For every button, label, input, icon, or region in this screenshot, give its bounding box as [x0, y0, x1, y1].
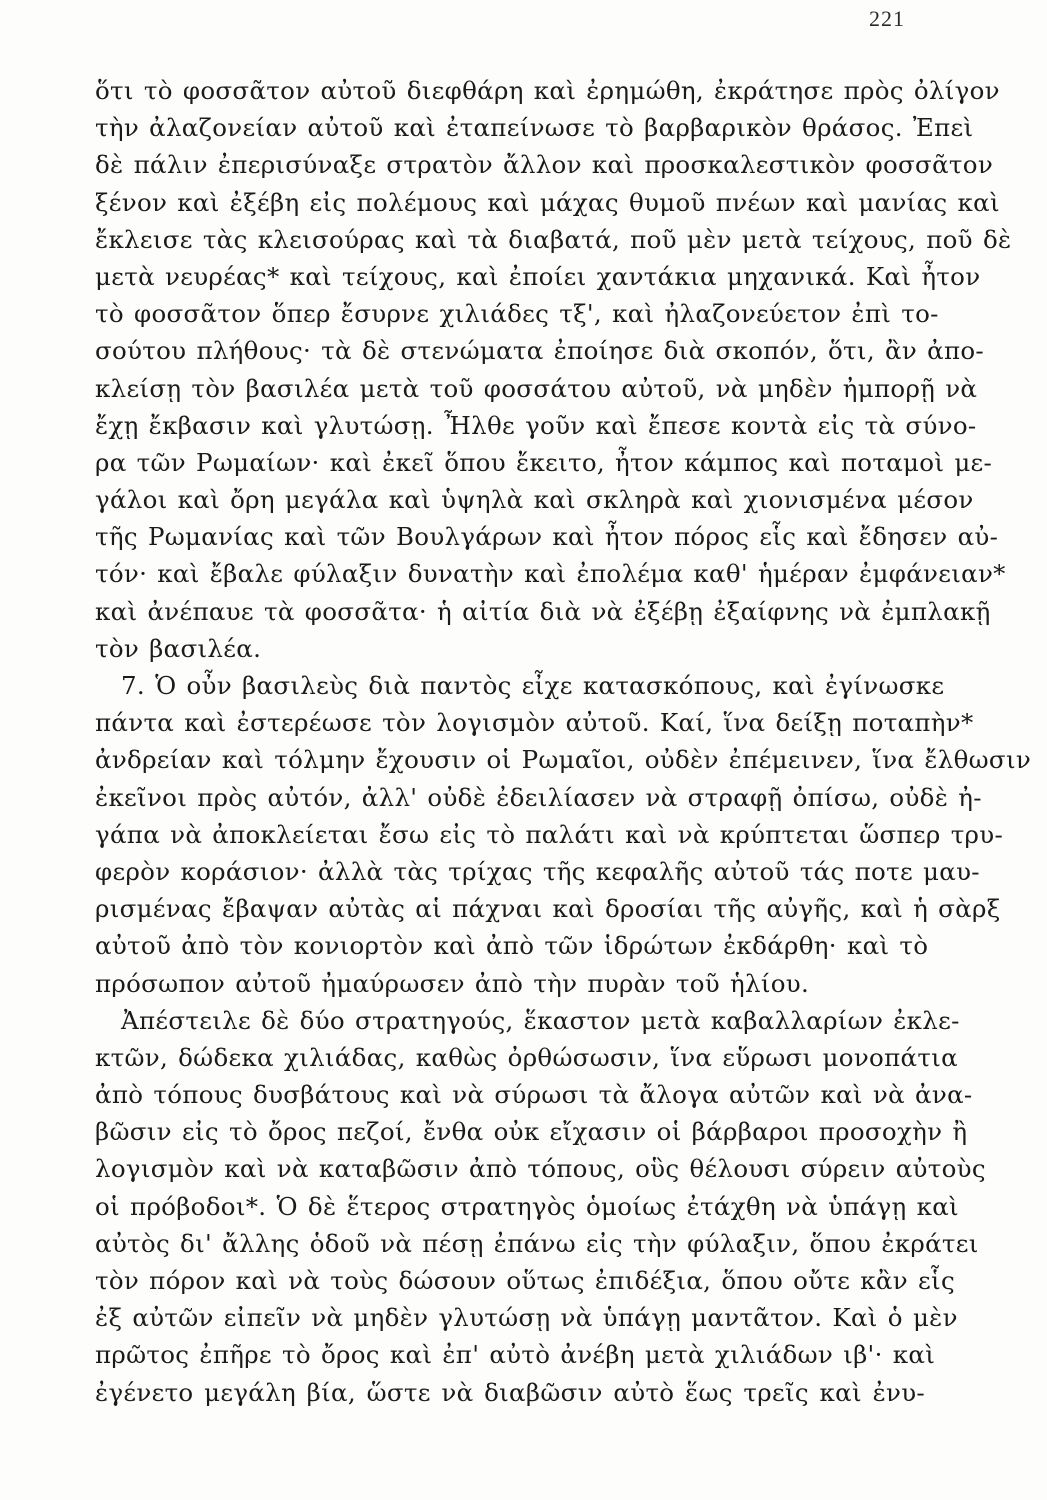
text-line: αὐτοῦ ἀπὸ τὸν κονιορτὸν καὶ ἀπὸ τῶν ἱδρώτων ἐκδάρθη· καὶ τὸ	[95, 931, 929, 961]
text-line: οἱ πρόβοδοι*. Ὁ δὲ ἕτερος στρατηγὸς ὁμοίως ἐτάχθη νὰ ὑπάγῃ καὶ	[95, 1191, 959, 1221]
text-line: ρισμένας ἔβαψαν αὐτὰς αἱ πάχναι καὶ δροσίαι τῆς αὐγῆς, καὶ ἡ σὰρξ	[95, 894, 1001, 924]
text-line: πρῶτος ἐπῆρε τὸ ὄρος καὶ ἐπ' αὐτὸ ἀνέβη μετὰ χιλιάδων ιβ'· καὶ	[95, 1340, 936, 1370]
page-number: 221	[869, 6, 905, 31]
text-line: φερὸν κοράσιον· ἀλλὰ τὰς τρίχας τῆς κεφαλῆς αὐτοῦ τάς ποτε μαυ-	[95, 856, 980, 886]
text-line: γάπα νὰ ἀποκλείεται ἔσω εἰς τὸ παλάτι καὶ νὰ κρύπτεται ὥσπερ τρυ-	[95, 819, 1004, 849]
text-line: ἐκεῖνοι πρὸς αὐτόν, ἀλλ' οὐδὲ ἐδειλίασεν νὰ στραφῇ ὀπίσω, οὐδὲ ἠ-	[95, 782, 982, 812]
text-line: τὴν ἀλαζονείαν αὐτοῦ καὶ ἐταπείνωσε τὸ βαρβαρικὸν θράσος. Ἐπεὶ	[95, 113, 974, 143]
text-line: δὲ πάλιν ἐπερισύναξε στρατὸν ἄλλον καὶ προσκαλεστικὸν φοσσᾶτον	[95, 150, 994, 180]
text-line: ἀνδρείαν καὶ τόλμην ἔχουσιν οἱ Ρωμαῖοι, οὐδὲν ἐπέμεινεν, ἵνα ἔλθωσιν	[95, 745, 1032, 775]
text-line: ἔκλεισε τὰς κλεισούρας καὶ τὰ διαβατά, ποῦ μὲν μετὰ τείχους, ποῦ δὲ	[95, 224, 1012, 254]
text-line: κλείσῃ τὸν βασιλέα μετὰ τοῦ φοσσάτου αὐτοῦ, νὰ μηδὲν ἠμπορῇ νὰ	[95, 373, 978, 403]
text-line: τὸν βασιλέα.	[95, 633, 262, 663]
text-line: γάλοι καὶ ὄρη μεγάλα καὶ ὑψηλὰ καὶ σκληρὰ καὶ χιονισμένα μέσον	[95, 485, 974, 515]
text-line: μετὰ νευρέας* καὶ τείχους, καὶ ἐποίει χαντάκια μηχανικά. Καὶ ἦτον	[95, 261, 981, 291]
text-line: πρόσωπον αὐτοῦ ἠμαύρωσεν ἀπὸ τὴν πυρὰν τοῦ ἡλίου.	[95, 968, 810, 998]
text-line: αὐτὸς δι' ἄλλης ὁδοῦ νὰ πέσῃ ἐπάνω εἰς τὴν φύλαξιν, ὅπου ἐκράτει	[95, 1228, 979, 1258]
text-line: λογισμὸν καὶ νὰ καταβῶσιν ἀπὸ τόπους, οὓς θέλουσι σύρειν αὐτοὺς	[95, 1154, 986, 1184]
text-line: ἔχῃ ἔκβασιν καὶ γλυτώσῃ. Ἦλθε γοῦν καὶ ἔπεσε κοντὰ εἰς τὰ σύνο-	[95, 410, 977, 440]
body-text	[95, 72, 1032, 1411]
text-line: ξένον καὶ ἐξέβη εἰς πολέμους καὶ μάχας θυμοῦ πνέων καὶ μανίας καὶ	[95, 187, 1000, 217]
text-line: βῶσιν εἰς τὸ ὄρος πεζοί, ἔνθα οὐκ εἴχασιν οἱ βάρβαροι προσοχὴν ἢ	[95, 1117, 968, 1147]
text-line: καὶ ἀνέπαυε τὰ φοσσᾶτα· ἡ αἰτία διὰ νὰ ἐξέβῃ ἐξαίφνης νὰ ἐμπλακῇ	[95, 596, 991, 626]
text-line: τὸ φοσσᾶτον ὅπερ ἔσυρνε χιλιάδες τξ', καὶ ἠλαζονεύετον ἐπὶ το-	[95, 299, 939, 329]
text-line: τόν· καὶ ἔβαλε φύλαξιν δυνατὴν καὶ ἐπολέμα καθ' ἡμέραν ἐμφάνειαν*	[95, 559, 1006, 589]
text-line: ρα τῶν Ρωμαίων· καὶ ἐκεῖ ὅπου ἔκειτο, ἦτον κάμπος καὶ ποταμοὶ με-	[95, 447, 993, 477]
text-line: τὸν πόρον καὶ νὰ τοὺς δώσουν οὕτως ἐπιδέξια, ὅπου οὔτε κἂν εἷς	[95, 1266, 955, 1295]
text-line: σούτου πλήθους· τὰ δὲ στενώματα ἐποίησε διὰ σκοπόν, ὅτι, ἂν ἀπο-	[95, 336, 984, 366]
text-line: πάντα καὶ ἐστερέωσε τὸν λογισμὸν αὐτοῦ. Καί, ἵνα δείξῃ ποταπὴν*	[95, 708, 974, 738]
text-line: Ἀπέστειλε δὲ δύο στρατηγούς, ἕκαστον μετὰ καβαλλαρίων ἐκλε-	[121, 1005, 960, 1035]
text-line: τῆς Ρωμανίας καὶ τῶν Βουλγάρων καὶ ἦτον πόρος εἷς καὶ ἔδησεν αὐ-	[95, 522, 999, 552]
text-line: ἐξ αὐτῶν εἰπεῖν νὰ μηδὲν γλυτώσῃ νὰ ὑπάγῃ μαντᾶτον. Καὶ ὁ μὲν	[95, 1303, 958, 1333]
text-line: 7. Ὁ οὖν βασιλεὺς διὰ παντὸς εἶχε κατασκόπους, καὶ ἐγίνωσκε	[121, 671, 945, 700]
text-line: κτῶν, δώδεκα χιλιάδας, καθὼς ὀρθώσωσιν, ἵνα εὕρωσι μονοπάτια	[95, 1042, 958, 1072]
text-line: ἐγένετο μεγάλη βία, ὥστε νὰ διαβῶσιν αὐτὸ ἕως τρεῖς καὶ ἐνυ-	[95, 1377, 925, 1407]
text-line: ἀπὸ τόπους δυσβάτους καὶ νὰ σύρωσι τὰ ἄλογα αὐτῶν καὶ νὰ ἀνα-	[95, 1080, 973, 1110]
text-line: ὅτι τὸ φοσσᾶτον αὐτοῦ διεφθάρη καὶ ἐρημώθη, ἐκράτησε πρὸς ὀλίγον	[95, 76, 1000, 105]
